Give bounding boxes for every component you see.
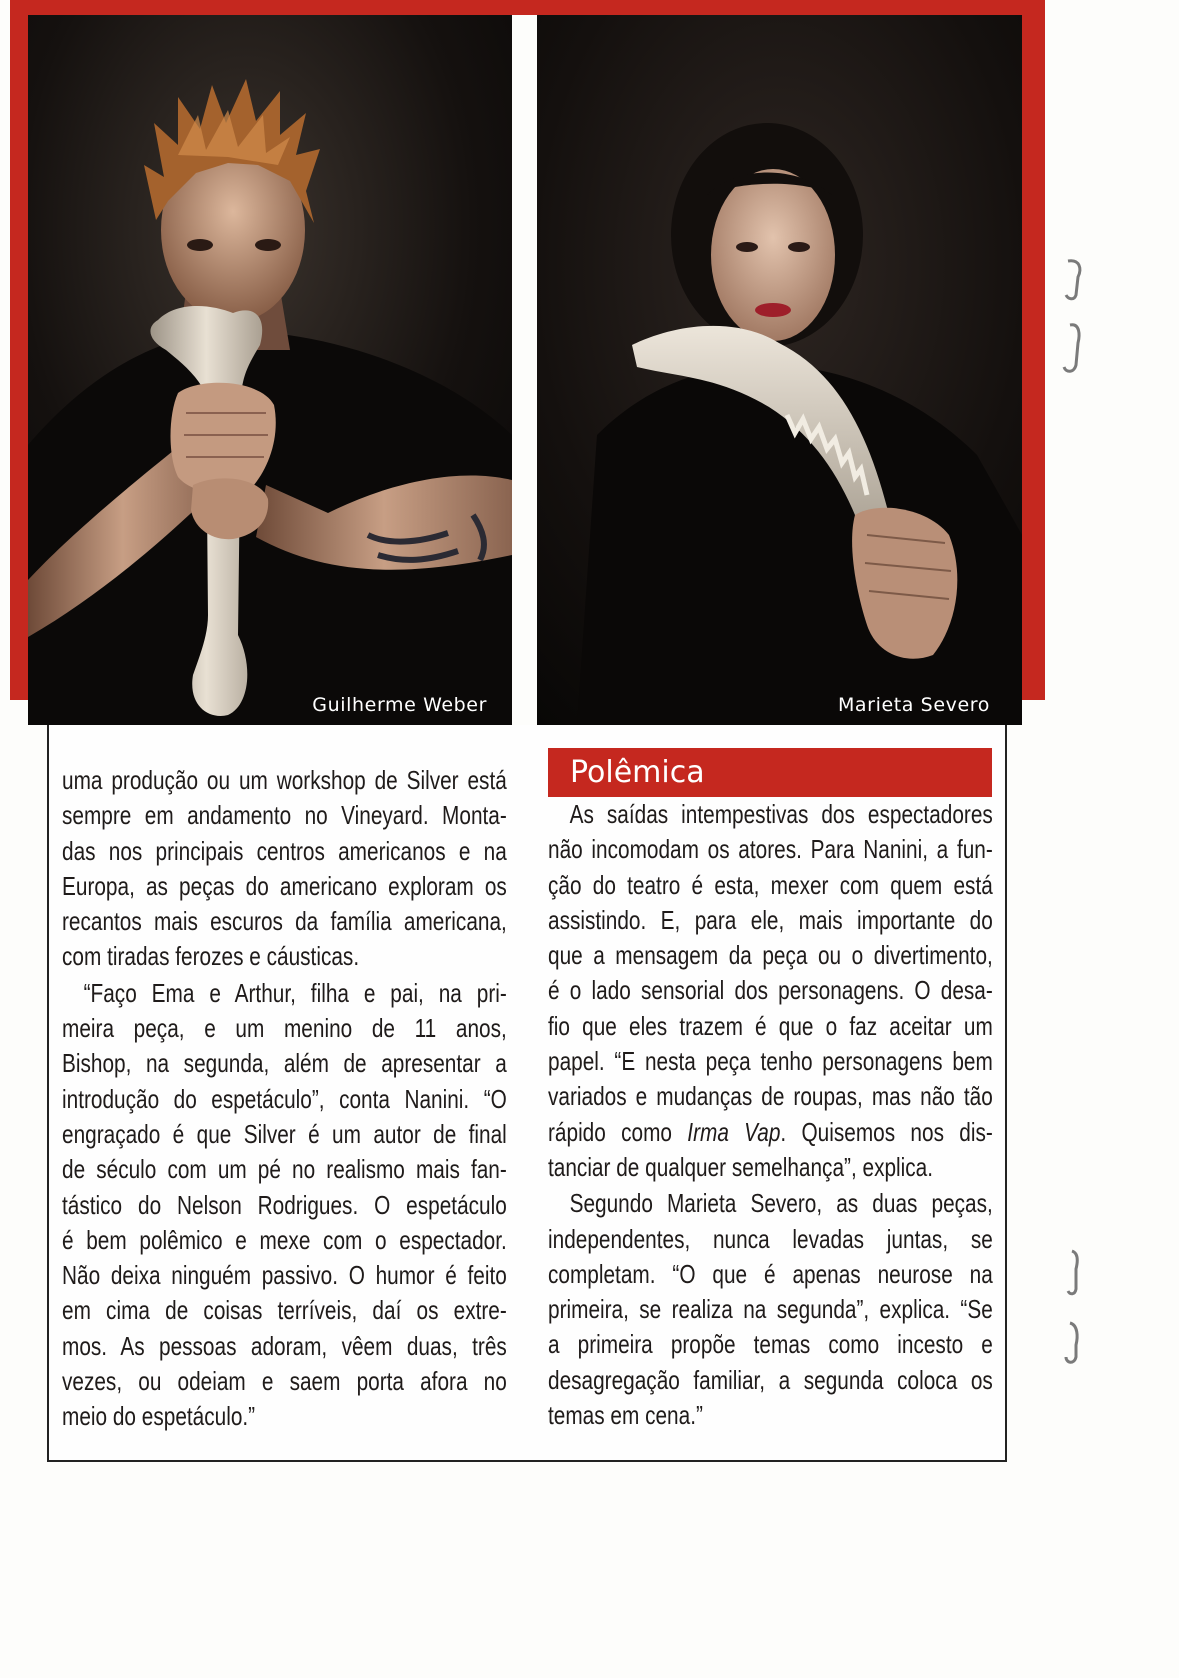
text-line: temas em cena.” bbox=[548, 1400, 703, 1431]
binder-ring-mark bbox=[1058, 1245, 1092, 1370]
text-line: de século com um pé no realismo mais fan- bbox=[62, 1154, 507, 1185]
photo-image bbox=[537, 15, 1022, 725]
paragraph bbox=[548, 1186, 993, 1433]
text-line bbox=[548, 1115, 993, 1150]
text-line: Bishop, na segunda, além de apresentar a bbox=[62, 1048, 507, 1079]
text-line: a primeira propõe temas como incesto e bbox=[548, 1329, 993, 1360]
text-segment: rápido como bbox=[548, 1116, 688, 1147]
text-line: desagregação familiar, a segunda coloca os bbox=[548, 1364, 993, 1395]
eye bbox=[255, 239, 281, 251]
photo-caption: Marieta Severo bbox=[837, 694, 990, 716]
binder-ring-mark bbox=[1058, 255, 1092, 380]
section-heading: Polêmica bbox=[570, 755, 705, 790]
text-line: é bem polêmico e mexe com o espectador. bbox=[62, 1224, 507, 1255]
eye bbox=[187, 239, 213, 251]
text-line: que a mensagem da peça ou o divertimento, bbox=[548, 940, 993, 971]
text-line: engraçado é que Silver é um autor de final bbox=[62, 1118, 507, 1149]
text-line: fio que eles trazem é que o faz aceitar um bbox=[548, 1010, 993, 1041]
text-line: uma produção ou um workshop de Silver está bbox=[62, 765, 507, 795]
text-line: meio do espetáculo.” bbox=[62, 1401, 256, 1432]
text-line: das nos principais centros americanos e na bbox=[62, 835, 507, 866]
photo-gutter bbox=[512, 15, 537, 725]
left-text-column bbox=[62, 763, 507, 1435]
text-line: em cima de coisas terríveis, daí os extre- bbox=[62, 1295, 507, 1326]
text-line: primeira, se realiza na segunda”, explica. “Se bbox=[548, 1294, 993, 1325]
eye bbox=[736, 242, 758, 252]
text-line: variados e mudanças de roupas, mas não tão bbox=[548, 1081, 993, 1112]
text-line: tástico do Nelson Rodrigues. O espetáculo bbox=[62, 1189, 507, 1220]
text-line: Segundo Marieta Severo, as duas peças, bbox=[569, 1188, 993, 1219]
text-line: sempre em andamento no Vineyard. Monta- bbox=[62, 800, 507, 831]
text-line: Não deixa ninguém passivo. O humor é feito bbox=[62, 1260, 507, 1291]
text-line: tanciar de qualquer semelhança”, explica. bbox=[548, 1151, 934, 1182]
hand bbox=[171, 383, 276, 493]
text-line: não incomodam os atores. Para Nanini, a fun- bbox=[548, 834, 993, 865]
text-line: “Faço Ema e Arthur, filha e pai, na pri- bbox=[83, 977, 507, 1008]
paragraph bbox=[62, 763, 507, 975]
paragraph bbox=[62, 976, 507, 1435]
section-heading-bar bbox=[548, 748, 992, 797]
photo-guilherme-weber bbox=[28, 15, 512, 725]
paragraph bbox=[548, 797, 993, 1185]
text-line: introdução do espetáculo”, conta Nanini. “O bbox=[62, 1083, 507, 1114]
text-line: Europa, as peças do americano exploram os bbox=[62, 870, 507, 901]
eye bbox=[788, 242, 810, 252]
text-segment: . Quisemos nos dis- bbox=[780, 1116, 993, 1147]
text-line: assistindo. E, para ele, mais importante do bbox=[548, 904, 993, 935]
text-line: meira peça, e um menino de 11 anos, bbox=[62, 1013, 507, 1044]
right-text-column bbox=[548, 797, 993, 1433]
text-line: vezes, ou odeiam e saem porta afora no bbox=[62, 1366, 507, 1397]
text-line: é o lado sensorial dos personagens. O desa- bbox=[548, 975, 993, 1006]
text-line: independentes, nunca levadas juntas, se bbox=[548, 1223, 993, 1254]
italic-title: Irma Vap bbox=[687, 1116, 781, 1147]
text-line: ção do teatro é esta, mexer com quem está bbox=[548, 869, 993, 900]
text-line: papel. “E nesta peça tenho personagens bem bbox=[548, 1046, 993, 1077]
red-lips bbox=[755, 303, 791, 317]
photo-marieta-severo bbox=[537, 15, 1022, 725]
text-line: completam. “O que é apenas neurose na bbox=[548, 1258, 993, 1289]
text-line: mos. As pessoas adoram, vêem duas, três bbox=[62, 1330, 507, 1361]
photo-image bbox=[28, 15, 512, 725]
text-line: As saídas intempestivas dos espectadores bbox=[569, 799, 993, 829]
photo-caption: Guilherme Weber bbox=[312, 694, 487, 716]
text-line: recantos mais escuros da família americana, bbox=[62, 906, 507, 937]
text-line: com tiradas ferozes e cáusticas. bbox=[62, 941, 360, 972]
